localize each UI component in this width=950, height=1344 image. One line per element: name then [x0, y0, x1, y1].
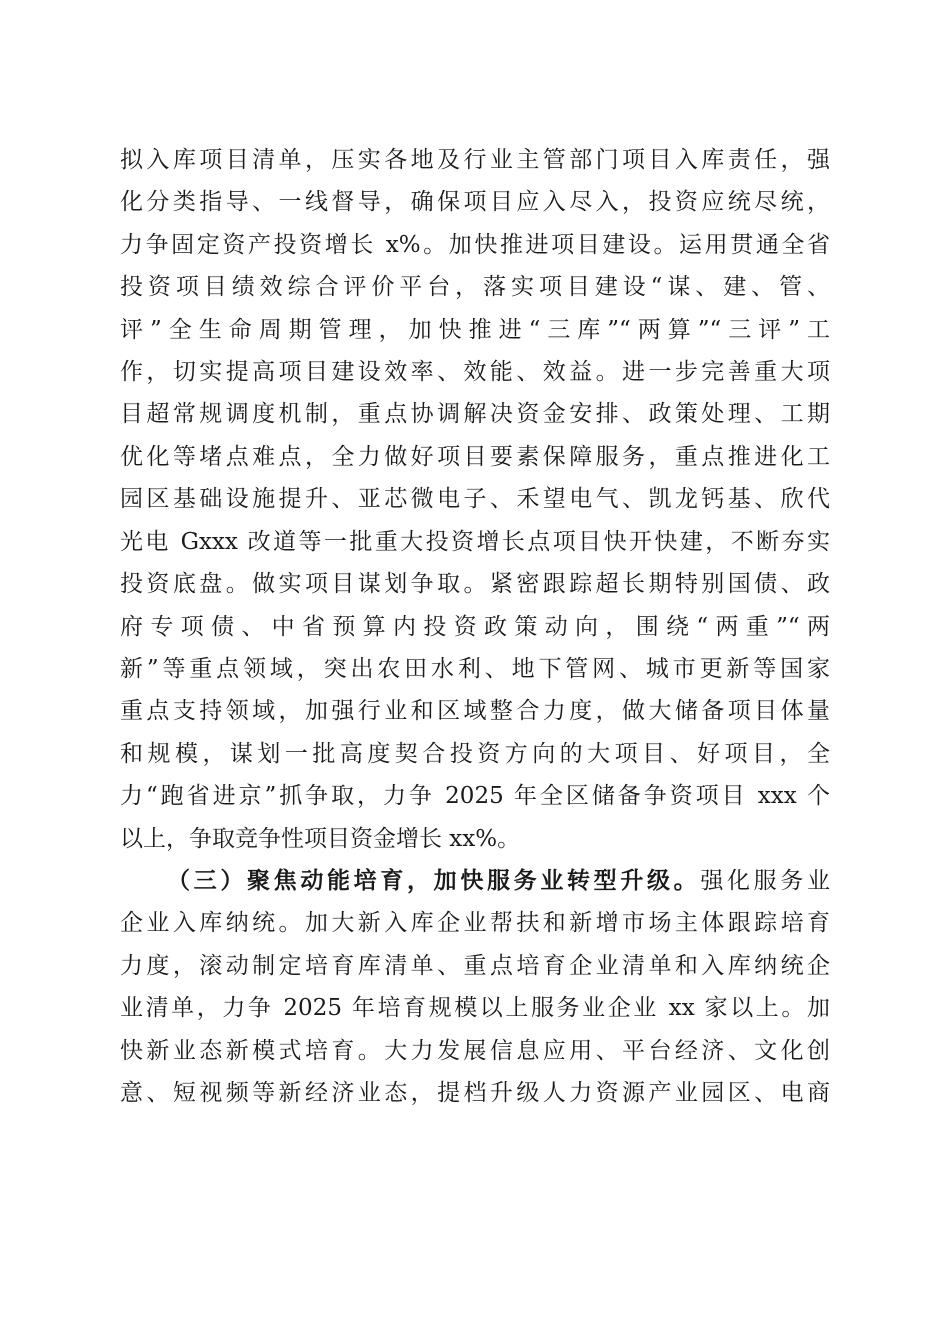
body-text-line: 力度，滚动制定培育库清单、重点培育企业清单和入库纳统企	[120, 953, 830, 979]
body-text-line: 目超常规调度机制，重点协调解决资金安排、政策处理、工期	[120, 401, 830, 427]
body-text-line: 府专项债、中省预算内投资政策动向，围绕“两重”“两	[120, 614, 830, 640]
body-text-line: 园区基础设施提升、亚芯微电子、禾望电气、凯龙钙基、欣代	[120, 486, 830, 512]
body-text-line: 投资底盘。做实项目谋划争取。紧密跟踪超长期特别国债、政	[120, 571, 830, 597]
body-text-line: 优化等堵点难点，全力做好项目要素保障服务，重点推进化工	[120, 444, 830, 470]
body-text-line: 新”等重点领域，突出农田水利、地下管网、城市更新等国家	[120, 656, 830, 682]
section-heading-continuation: 强化服务业	[700, 868, 831, 894]
body-text-line: 业清单，力争 2025 年培育规模以上服务业企业 xx 家以上。加	[120, 995, 830, 1021]
body-text-line: 力“跑省进京”抓争取，力争 2025 年全区储备争资项目 xxx 个	[120, 783, 830, 809]
body-text-line: 作，切实提高项目建设效率、效能、效益。进一步完善重大项	[120, 359, 830, 385]
body-text-line: 意、短视频等新经济业态，提档升级人力资源产业园区、电商	[120, 1080, 830, 1106]
body-text-line: 以上，争取竞争性项目资金增长 xx%。	[120, 826, 521, 852]
body-text-line: 和规模，谋划一批高度契合投资方向的大项目、好项目，全	[120, 741, 830, 767]
body-text-line: 投资项目绩效综合评价平台，落实项目建设“谋、建、管、	[120, 274, 830, 300]
body-text-line: 光电 Gxxx 改道等一批重大投资增长点项目快开快建，不断夯实	[120, 529, 830, 555]
body-text-line: 拟入库项目清单，压实各地及行业主管部门项目入库责任，强	[120, 147, 830, 173]
section-heading: （三）聚焦动能培育，加快服务业转型升级。	[167, 867, 701, 894]
body-text-line: 快新业态新模式培育。大力发展信息应用、平台经济、文化创	[120, 1038, 830, 1064]
body-text-line: 力争固定资产投资增长 x%。加快推进项目建设。运用贯通全省	[120, 232, 830, 258]
body-text-line: 评”全生命周期管理，加快推进“三库”“两算”“三评”工	[120, 317, 830, 343]
body-text-line: 化分类指导、一线督导，确保项目应入尽入，投资应统尽统，	[120, 189, 830, 215]
body-text-line: 企业入库纳统。加大新入库企业帮扶和新增市场主体跟踪培育	[120, 910, 830, 936]
body-text-line: 重点支持领域，加强行业和区域整合力度，做大储备项目体量	[120, 698, 830, 724]
section-heading-line	[167, 861, 830, 901]
